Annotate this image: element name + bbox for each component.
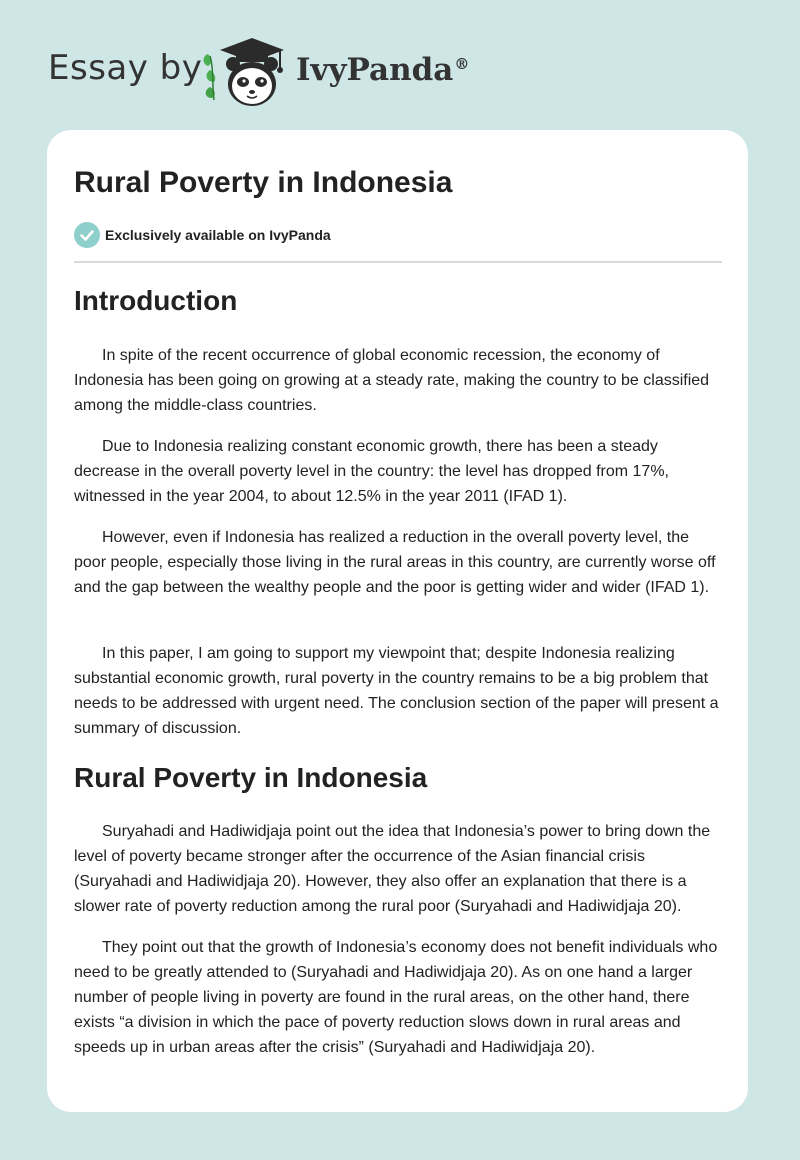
essay-by-label: Essay by (48, 48, 203, 88)
essay-card (47, 130, 748, 1112)
brand-text: IvyPanda (296, 52, 454, 88)
paragraph: Suryahadi and Hadiwidjaja point out the idea that Indonesia’s power to bring down the level of poverty became stronger after the occurrence of the Asian financial crisis (Suryahadi and Hadiwidjaja 20). However, they also offer an explanation that there is a slower rate of poverty reduction among the rural poor (Suryahadi and Hadiwidjaja 20). (74, 823, 711, 915)
exclusive-badge (74, 222, 331, 248)
page-title: Rural Poverty in Indonesia (74, 166, 453, 199)
title-divider (74, 261, 722, 263)
ivypanda-logo-icon (200, 36, 292, 110)
paragraph: In this paper, I am going to support my viewpoint that; despite Indonesia realizing substantial economic growth, rural poverty in the country remains to be a big problem that needs to be addressed with urgent need. The conclusion section of the paper will present a summary of discussion. (74, 645, 719, 737)
exclusive-badge-label: Exclusively available on IvyPanda (105, 227, 331, 243)
section-heading-introduction: Introduction (74, 285, 238, 316)
paragraph: In spite of the recent occurrence of global economic recession, the economy of Indonesia has been going on growing at a steady rate, making the country to be classified among the middle-class countries. (74, 347, 710, 414)
ivypanda-brand-name (296, 52, 469, 88)
site-header (0, 0, 800, 130)
paragraph: Due to Indonesia realizing constant economic growth, there has been a steady decrease in the overall poverty level in the country: the level has dropped from 17%, witnessed in the year 2004, to about 12.5% in the year 2011 (IFAD 1). (74, 438, 669, 505)
check-circle-icon (74, 222, 100, 248)
section-heading-rural-poverty: Rural Poverty in Indonesia (74, 762, 428, 793)
paragraph: However, even if Indonesia has realized a reduction in the overall poverty level, the poor people, especially those living in the rural areas in this country, are currently worse off and the gap between the wealthy people and the poor is getting wider and wider (IFAD 1). (74, 529, 716, 596)
registered-mark: ® (454, 54, 470, 73)
paragraph: They point out that the growth of Indonesia’s economy does not benefit individuals who need to be greatly attended to (Suryahadi and Hadiwidjaja 20). As on one hand a larger number of people living in poverty are found in the rural areas, on the other hand, there exists “a division in which the pace of poverty reduction slows down in rural areas and speeds up in urban areas after the crisis” (Suryahadi and Hadiwidjaja 20). (74, 939, 718, 1056)
